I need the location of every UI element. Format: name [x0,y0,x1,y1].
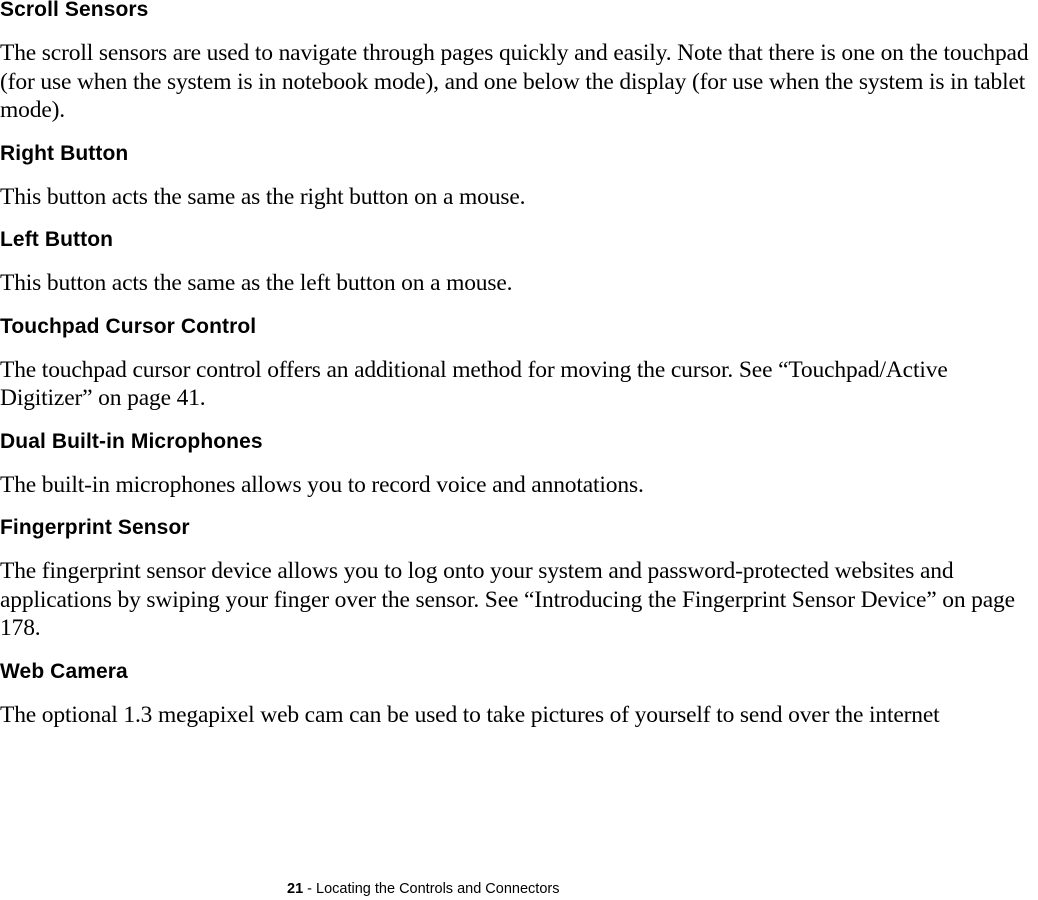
section-heading: Dual Built-in Microphones [0,429,263,453]
section-body: This button acts the same as the left button on a mouse. [0,270,513,296]
section-scroll-sensors [0,0,1036,125]
page-number: 21 [287,881,304,897]
footer-separator: - [303,881,317,897]
section-heading: Right Button [0,141,129,165]
section-heading: Left Button [0,228,114,251]
section-web-camera [0,660,1036,730]
section-heading: Scroll Sensors [0,0,149,21]
chapter-title: Locating the Controls and Connectors [316,881,560,897]
section-body: This button acts the same as the right button on a mouse. [0,183,526,210]
section-dual-microphones [0,430,1036,500]
section-heading: Fingerprint Sensor [0,516,190,539]
section-body: The optional 1.3 megapixel web cam can be used to take pictures of yourself to send over the internet [0,701,940,728]
section-fingerprint-sensor [0,516,1036,643]
section-body: The scroll sensors are used to navigate through pages quickly and easily. Note that there is one on the touchpad (for use when the system is in notebook mode), and one below the display (for use when the system is in tablet mode). [0,40,1029,123]
section-touchpad-cursor-control [0,315,1036,413]
section-body: The touchpad cursor control offers an additional method for moving the cursor. See “Touchpad/Active Digitizer” on page 41. [0,356,948,411]
section-right-button [0,142,1036,212]
section-heading: Web Camera [0,659,128,683]
page-footer [287,880,559,898]
section-body: The built-in microphones allows you to record voice and annotations. [0,471,644,498]
section-left-button [0,228,1036,298]
section-body: The fingerprint sensor device allows you to log onto your system and password-protected websites and applications by swiping your finger over the sensor. See “Introducing the Fingerprint Sensor Device” on page 178. [0,558,1015,641]
section-heading: Touchpad Cursor Control [0,314,257,338]
